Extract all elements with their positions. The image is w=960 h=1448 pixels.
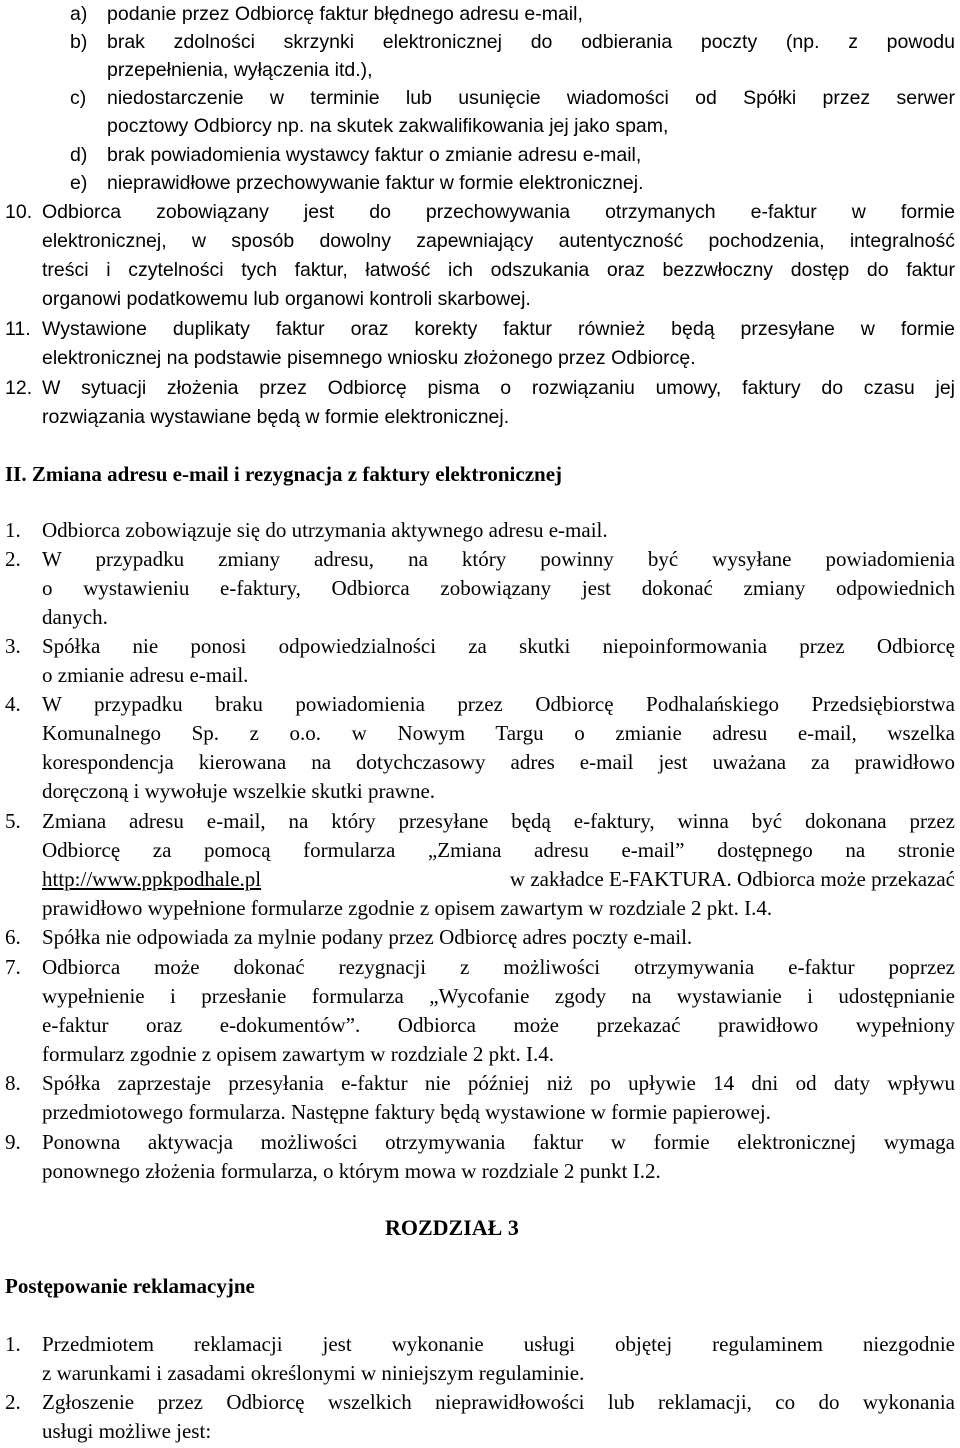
list-item-link-line xyxy=(42,867,955,891)
list-marker: 1. xyxy=(5,518,21,542)
list-marker: 3. xyxy=(5,634,21,658)
list-item-text: formularz zgodnie z opisem zawartym w rozdziale 2 pkt. I.4. xyxy=(42,1042,554,1066)
list-item-text: nieprawidłowe przechowywanie faktur w formie elektronicznej. xyxy=(107,172,644,194)
list-item-text: o zmianie adresu e-mail. xyxy=(42,663,249,687)
list-item-text: brak zdolności skrzynki elektronicznej do odbierania poczty (np. z powodu xyxy=(107,31,955,53)
list-item-text: Odbiorcę za pomocą formularza „Zmiana adresu e-mail” dostępnego na stronie xyxy=(42,838,955,862)
section-heading: II. Zmiana adresu e-mail i rezygnacja z faktury elektronicznej xyxy=(5,462,563,486)
list-marker: 6. xyxy=(5,925,21,949)
list-marker: 12. xyxy=(5,377,33,399)
list-item-text: usługi możliwe jest: xyxy=(42,1419,212,1443)
list-item-text: pocztowy Odbiorcy np. na skutek zakwalifikowania jej jako spam, xyxy=(107,115,669,137)
list-item-text: treści i czytelności tych faktur, łatwość ich odszukania oraz bezzwłoczny dostęp do faktur xyxy=(42,259,955,281)
list-item-text: Spółka nie ponosi odpowiedzialności za skutki niepoinformowania przez Odbiorcę xyxy=(42,634,955,658)
list-item-text: elektronicznej, w sposób dowolny zapewniający autentyczność pochodzenia, integralność xyxy=(42,230,955,252)
list-item-text: z warunkami i zasadami określonymi w niniejszym regulaminie. xyxy=(42,1361,585,1385)
list-item-text: w zakładce E-FAKTURA. Odbiorca może przekazać xyxy=(509,867,955,891)
chapter-title: ROZDZIAŁ 3 xyxy=(385,1215,519,1240)
list-item-text: Ponowna aktywacja możliwości otrzymywania faktur w formie elektronicznej wymaga xyxy=(42,1130,955,1154)
list-item-text: W przypadku braku powiadomienia przez Odbiorcę Podhalańskiego Przedsiębiorstwa xyxy=(42,692,955,716)
list-item-text: W sytuacji złożenia przez Odbiorcę pisma o rozwiązaniu umowy, faktury do czasu jej xyxy=(42,377,955,399)
list-marker: c) xyxy=(70,87,87,109)
list-marker: a) xyxy=(70,3,88,25)
list-marker: 5. xyxy=(5,809,21,833)
list-item-text: Zgłoszenie przez Odbiorcę wszelkich nieprawidłowości lub reklamacji, co do wykonania xyxy=(42,1390,955,1414)
list-item-text: doręczoną i wywołuje wszelkie skutki prawne. xyxy=(42,779,436,803)
list-item-text: Odbiorca zobowiązany jest do przechowywania otrzymanych e-faktur w formie xyxy=(42,201,955,223)
list-item-text: Wystawione duplikaty faktur oraz korekty faktur również będą przesyłane w formie xyxy=(42,318,955,340)
website-link[interactable]: http://www.ppkpodhale.pl xyxy=(42,867,262,891)
list-item-text: Spółka nie odpowiada za mylnie podany przez Odbiorcę adres poczty e-mail. xyxy=(42,925,693,949)
list-marker: 2. xyxy=(5,1390,21,1414)
list-item-text: o wystawieniu e-faktury, Odbiorca zobowiązany jest dokonać zmiany odpowiednich xyxy=(42,576,955,600)
list-item-text: organowi podatkowemu lub organowi kontroli skarbowej. xyxy=(42,288,531,310)
list-item-text: Odbiorca może dokonać rezygnacji z możliwości otrzymywania e-faktur poprzez xyxy=(42,955,955,979)
list-item-text: Przedmiotem reklamacji jest wykonanie usługi objętej regulaminem niezgodnie xyxy=(42,1332,955,1356)
list-item-text: niedostarczenie w terminie lub usunięcie wiadomości od Spółki przez serwer xyxy=(107,87,955,109)
list-item-text: korespondencja kierowana na dotychczasowy adres e-mail jest uważana za prawidłowo xyxy=(42,750,955,774)
list-item-text: przedmiotowego formularza. Następne faktury będą wystawione w formie papierowej. xyxy=(42,1100,771,1124)
list-item-text: Komunalnego Sp. z o.o. w Nowym Targu o zmianie adresu e-mail, wszelka xyxy=(42,721,955,745)
list-marker: b) xyxy=(70,31,88,53)
list-item-text: podanie przez Odbiorcę faktur błędnego adresu e-mail, xyxy=(107,3,583,25)
list-marker: e) xyxy=(70,172,88,194)
list-item-text: wypełnienie i przesłanie formularza „Wycofanie zgody na wystawianie i udostępnianie xyxy=(42,984,955,1008)
list-marker: 9. xyxy=(5,1130,21,1154)
list-item-text: ponownego złożenia formularza, o którym mowa w rozdziale 2 punkt I.2. xyxy=(42,1159,661,1183)
list-item-text: prawidłowo wypełnione formularze zgodnie z opisem zawartym w rozdziale 2 pkt. I.4. xyxy=(42,896,773,920)
list-item-text: danych. xyxy=(42,605,108,629)
list-marker: 1. xyxy=(5,1332,21,1356)
list-item-text: Zmiana adresu e-mail, na który przesyłane będą e-faktury, winna być dokonana przez xyxy=(42,809,955,833)
list-item-text: Spółka zaprzestaje przesyłania e-faktur nie później niż po upływie 14 dni od daty wpływu xyxy=(42,1071,955,1095)
chapter-subtitle: Postępowanie reklamacyjne xyxy=(5,1274,255,1298)
list-marker: 11. xyxy=(5,318,31,340)
list-item-text: W przypadku zmiany adresu, na który powinny być wysyłane powiadomienia xyxy=(42,547,955,571)
list-item-text: brak powiadomienia wystawcy faktur o zmianie adresu e-mail, xyxy=(107,144,642,166)
list-marker: d) xyxy=(70,144,88,166)
list-item-text: Odbiorca zobowiązuje się do utrzymania aktywnego adresu e-mail. xyxy=(42,518,608,542)
list-marker: 7. xyxy=(5,955,21,979)
list-item-text: przepełnienia, wyłączenia itd.), xyxy=(107,59,373,81)
list-item-text: e-faktur oraz e-dokumentów”. Odbiorca może przekazać prawidłowo wypełniony xyxy=(42,1013,955,1037)
list-item-text: rozwiązania wystawiane będą w formie elektronicznej. xyxy=(42,406,510,428)
list-marker: 8. xyxy=(5,1071,21,1095)
list-item-text: elektronicznej na podstawie pisemnego wniosku złożonego przez Odbiorcę. xyxy=(42,347,696,369)
list-marker: 2. xyxy=(5,547,21,571)
list-marker: 4. xyxy=(5,692,21,716)
list-marker: 10. xyxy=(5,201,33,223)
